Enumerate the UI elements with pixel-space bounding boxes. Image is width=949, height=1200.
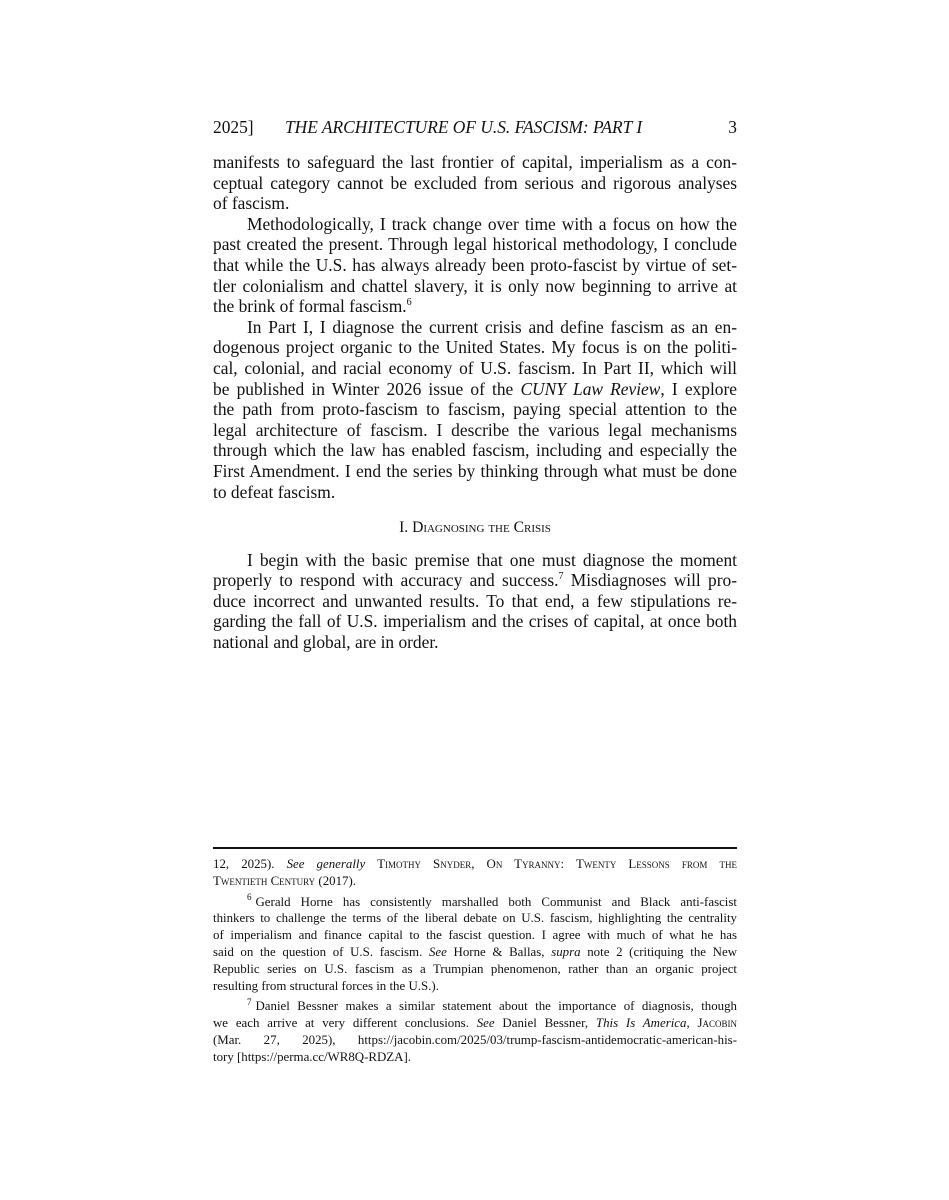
text-line: cal, colonial, and racial economy of U.S. fascism. In Part II, which will — [213, 357, 737, 378]
footnote-line[interactable]: tory [https://perma.cc/WR8Q-RDZA]. — [213, 1049, 411, 1064]
text-line: that while the U.S. has always already been proto-fascist by virtue of set- — [213, 254, 737, 275]
footnote-6 — [213, 894, 737, 995]
footnote-divider — [213, 847, 737, 849]
text-line: manifests to safeguard the last frontier of capital, imperialism as a con- — [213, 152, 737, 172]
footnote-line — [213, 998, 737, 1015]
paragraph-1 — [213, 152, 737, 214]
text-line — [213, 570, 737, 591]
text-line: legal architecture of fascism. I describe the various legal mechanisms — [213, 419, 737, 440]
signal-text: See — [428, 944, 447, 959]
footnote-line: Twentieth Century (2017). — [213, 873, 356, 888]
footnote-line — [213, 894, 737, 911]
footnote-number: 6 — [247, 892, 252, 903]
page-number: 3 — [728, 117, 737, 137]
header-title: THE ARCHITECTURE OF U.S. FASCISM: PART I — [285, 117, 643, 137]
section-heading: I. Diagnosing the Crisis — [399, 519, 551, 537]
text-line: past created the present. Through legal historical methodology, I conclude — [213, 234, 737, 255]
text-line: the path from proto-fascism to fascism, paying special attention to the — [213, 399, 737, 420]
paragraph-2 — [213, 214, 737, 317]
footnotes — [213, 856, 737, 1066]
text-line: national and global, are in order. — [213, 632, 439, 653]
header-year: 2025] — [213, 117, 254, 137]
book-citation: Timothy Snyder, On Tyranny: Twenty Lessons from the — [365, 857, 737, 871]
article-title: This Is America — [595, 1016, 687, 1031]
text-span: Gerald Horne has consistently marshalled both Communist and Black anti-fascist — [255, 894, 737, 909]
text-span: be published in Winter 2026 issue of the — [213, 378, 521, 399]
text-line: I begin with the basic premise that one must diagnose the moment — [247, 549, 737, 570]
text-line: of fascism. — [213, 193, 290, 214]
footnote-line: thinkers to challenge the terms of the liberal debate on U.S. fascism, highlighting the centrality — [213, 911, 737, 926]
text-line: garding the fall of U.S. imperialism and the crises of capital, at once both — [213, 611, 737, 632]
text-span: note 2 (critiquing the New — [580, 944, 737, 959]
text-line: to defeat fascism. — [213, 481, 336, 502]
footnote-number: 7 — [247, 997, 252, 1008]
text-line: duce incorrect and unwanted results. To that end, a few stipulations re- — [213, 590, 737, 611]
text-span: Daniel Bessner makes a similar statement about the importance of diagnosis, though — [255, 999, 737, 1014]
footnote-ref-6[interactable]: 6 — [406, 297, 412, 309]
footnote-line: of imperialism and finance capital to the fascist question. I agree with much of what he has — [213, 928, 737, 943]
footnote-line: Republic series on U.S. fascism as a Trumpian phenomenon, rather than an organic project — [213, 961, 737, 976]
text-span: said on the question of U.S. fascism. — [213, 944, 429, 959]
text-line — [213, 296, 737, 317]
footnote-ref-7[interactable]: 7 — [558, 571, 564, 583]
text-line: through which the law has enabled fascism, including and especially the — [213, 440, 737, 461]
text-line: dogenous project organic to the United States. My focus is on the politi- — [213, 337, 737, 358]
journal-title: CUNY Law Review — [520, 378, 661, 399]
text-span: 12, 2025). — [213, 857, 287, 871]
footnote-line — [213, 1015, 737, 1032]
body-text — [213, 152, 737, 653]
footnote-line — [213, 856, 737, 873]
text-line-content: the brink of formal fascism. — [213, 296, 407, 317]
text-span: properly to respond with accuracy and success. — [213, 570, 559, 591]
running-header — [213, 116, 737, 138]
text-line: First Amendment. I end the series by thinking through what must be done — [213, 460, 737, 481]
footnote-line — [213, 944, 737, 961]
text-line: In Part I, I diagnose the current crisis and define fascism as an en- — [247, 316, 737, 337]
footnote-7 — [213, 998, 737, 1065]
signal-text: supra — [551, 944, 581, 959]
text-line — [213, 379, 737, 400]
footnote-line[interactable]: (Mar. 27, 2025), https://jacobin.com/2025/03/trump-fascism-antidemocratic-american-his- — [213, 1032, 737, 1047]
text-span: Horne & Ballas, — [446, 944, 552, 959]
signal-text: See — [476, 1016, 495, 1031]
publication-name: , Jacobin — [686, 1016, 738, 1031]
text-line: tler colonialism and chattel slavery, it is only now beginning to arrive at — [213, 275, 737, 296]
text-span: Daniel Bessner, — [494, 1016, 596, 1031]
text-line: Methodologically, I track change over time with a focus on how the — [247, 213, 737, 234]
footnote-line: resulting from structural forces in the U.S.). — [213, 978, 439, 993]
footnote-continuation — [213, 856, 737, 890]
text-line: ceptual category cannot be excluded from serious and rigorous analyses — [213, 172, 737, 193]
text-span: Misdiagnoses will pro- — [563, 570, 737, 591]
signal-text: See generally — [286, 857, 366, 871]
paragraph-3 — [213, 317, 737, 502]
text-span: we each arrive at very different conclusions. — [213, 1016, 477, 1031]
paragraph-4 — [213, 550, 737, 653]
text-span: , I explore — [660, 378, 737, 399]
